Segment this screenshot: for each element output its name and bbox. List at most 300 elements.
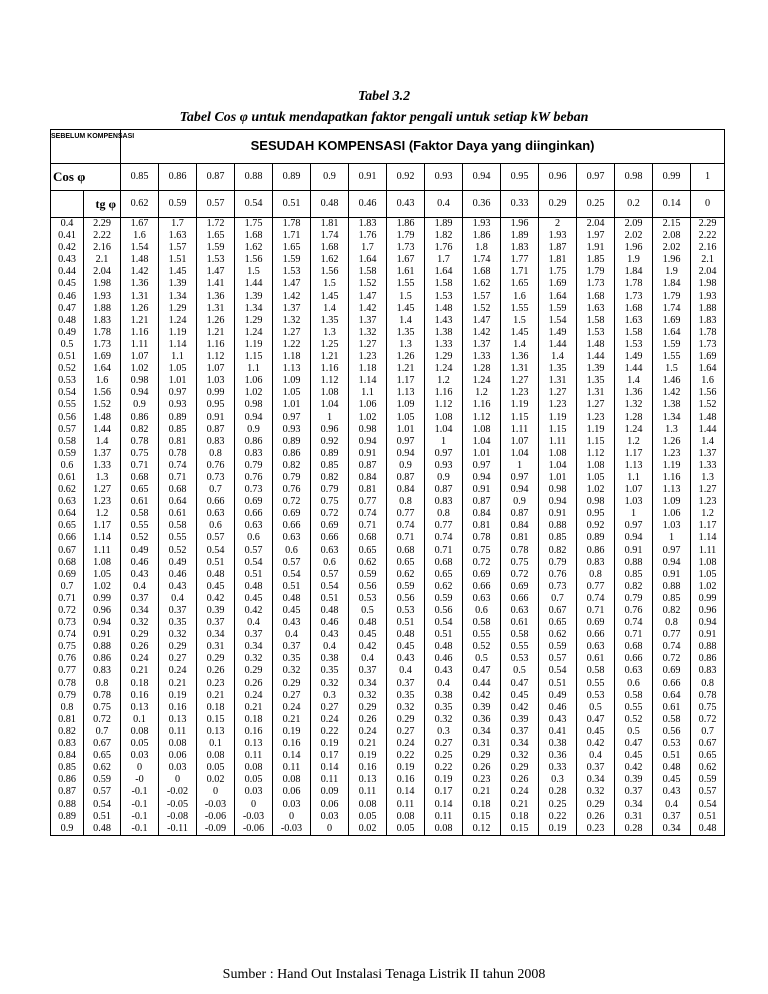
factor-value-cell: 1.07 xyxy=(510,435,529,447)
factor-value-cell: 0.14 xyxy=(434,798,453,810)
factor-value-cell: 0.78 xyxy=(130,435,149,447)
factor-value-cell: 0.21 xyxy=(510,798,529,810)
factor-value-cell: 1.36 xyxy=(206,290,225,302)
factor-value-cell: 0.89 xyxy=(168,411,187,423)
factor-value-cell: 1.42 xyxy=(662,387,681,399)
factor-value-cell: 0.57 xyxy=(548,653,567,665)
cos-value-cell: 0.59 xyxy=(58,447,76,459)
factor-value-cell: 0.17 xyxy=(320,750,339,762)
factor-value-cell: 1.86 xyxy=(396,218,415,229)
factor-value-cell: 0.98 xyxy=(130,375,149,387)
factor-value-cell: 0.39 xyxy=(206,605,225,616)
factor-value-cell: 0.74 xyxy=(396,520,415,532)
factor-value-cell: 1.56 xyxy=(244,254,263,266)
factor-value-cell: 1.04 xyxy=(472,435,491,447)
factor-value-cell: 0.24 xyxy=(168,665,187,677)
factor-value-cell: 0.98 xyxy=(548,484,567,496)
factor-value-cell: -0.06 xyxy=(242,822,265,834)
factor-value-cell: 0.58 xyxy=(130,508,149,520)
factor-value-cell: 1.5 xyxy=(247,266,260,278)
tg-value-cell: 1.37 xyxy=(93,447,111,459)
tg-value-cell: 1.27 xyxy=(93,484,111,496)
factor-value-cell: 0.66 xyxy=(624,653,643,665)
cos-value-cell: 0.86 xyxy=(58,774,76,786)
factor-value-cell: 0.23 xyxy=(586,822,605,834)
factor-value-cell: 0.4 xyxy=(247,617,260,629)
factor-value-cell: 0.94 xyxy=(130,387,149,399)
factor-value-cell: 0.48 xyxy=(434,641,453,653)
factor-value-cell: 0.96 xyxy=(698,605,717,616)
factor-value-cell: 0.87 xyxy=(358,459,377,471)
tg-value-cell: 1.6 xyxy=(95,375,109,387)
factor-value-cell: 0.66 xyxy=(586,629,605,641)
factor-value-cell: 1.27 xyxy=(698,484,717,496)
factor-value-cell: 0.85 xyxy=(320,459,339,471)
factor-value-cell: 0.55 xyxy=(510,641,529,653)
factor-value-cell: 1.33 xyxy=(472,351,491,363)
factor-value-cell: 0.5 xyxy=(589,701,602,713)
factor-value-cell: 0.83 xyxy=(698,665,717,677)
factor-value-cell: 0.94 xyxy=(396,447,415,459)
factor-value-cell: 0.21 xyxy=(472,786,491,798)
factor-value-cell: -0.08 xyxy=(166,810,189,822)
factor-value-cell: 0.77 xyxy=(586,580,605,592)
factor-value-cell: 1.43 xyxy=(434,314,453,326)
factor-value-cell: 0.61 xyxy=(130,496,149,508)
target-tg-header: 0.59 xyxy=(159,191,197,218)
factor-value-cell: 0.53 xyxy=(358,592,377,604)
factor-value-cell: 1.68 xyxy=(244,230,263,242)
factor-value-cell: 1.78 xyxy=(282,218,301,229)
factor-value-cell: 0.61 xyxy=(510,617,529,629)
factor-value-cell: 1.14 xyxy=(168,338,187,350)
factor-value-cell: 0.88 xyxy=(662,580,681,592)
factor-value-cell: 1.16 xyxy=(434,387,453,399)
factor-value-cell: 1.89 xyxy=(510,230,529,242)
target-cos-header: 0.87 xyxy=(197,164,235,191)
tg-value-cell: 2.16 xyxy=(93,242,111,254)
factor-value-cell: 0.81 xyxy=(510,532,529,544)
factor-value-cell: 1.39 xyxy=(168,278,187,290)
factor-value-cell: 0.51 xyxy=(282,580,301,592)
factor-value-cell: 0.56 xyxy=(358,580,377,592)
factor-value-cell: 1.3 xyxy=(399,338,412,350)
factor-value-cell: 0.63 xyxy=(244,520,263,532)
tg-value-cell: 1.48 xyxy=(93,411,111,423)
target-cos-header: 0.92 xyxy=(387,164,425,191)
factor-value-cell: 1.32 xyxy=(358,326,377,338)
factor-value-cell: 0.51 xyxy=(396,617,415,629)
factor-value-cell: 0.18 xyxy=(510,810,529,822)
factor-value-cell: 0.55 xyxy=(472,629,491,641)
factor-value-cell: 0.66 xyxy=(510,592,529,604)
cos-value-cell: 0.7 xyxy=(60,580,74,592)
factor-value-cell: -0.02 xyxy=(166,786,189,798)
factor-value-cell: 1.27 xyxy=(282,326,301,338)
cos-value-cell: 0.55 xyxy=(58,399,76,411)
factor-value-cell: 0.32 xyxy=(282,665,301,677)
factor-value-cell: 0.55 xyxy=(624,701,643,713)
factor-value-cell: 0.86 xyxy=(586,544,605,556)
factor-value-cell: 0.83 xyxy=(586,556,605,568)
factor-value-cell: 1.45 xyxy=(168,266,187,278)
factor-value-cell: 1.2 xyxy=(437,375,450,387)
factor-value-cell: 0.28 xyxy=(624,822,643,834)
factor-value-cell: 0.63 xyxy=(510,605,529,616)
tg-value-cell: 0.67 xyxy=(93,738,111,750)
factor-value-cell: 0.63 xyxy=(282,532,301,544)
factor-column xyxy=(577,218,615,836)
factor-value-cell: 1.78 xyxy=(698,326,717,338)
cos-value-cell: 0.68 xyxy=(58,556,76,568)
tg-value-cell: 1.17 xyxy=(93,520,111,532)
factor-value-cell: 0.89 xyxy=(320,447,339,459)
factor-value-cell: 0.76 xyxy=(548,568,567,580)
factor-value-cell: 0.29 xyxy=(244,665,263,677)
factor-value-cell: 1 xyxy=(440,435,447,447)
factor-value-cell: 0.31 xyxy=(624,810,643,822)
factor-value-cell: 1.16 xyxy=(206,338,225,350)
factor-value-cell: 2.04 xyxy=(586,218,605,229)
factor-value-cell: 0.24 xyxy=(358,725,377,737)
factor-value-cell: 0.22 xyxy=(396,750,415,762)
factor-value-cell: 0.4 xyxy=(285,629,298,641)
factor-value-cell: 0.75 xyxy=(320,496,339,508)
factor-value-cell: 2.15 xyxy=(662,218,681,229)
factor-value-cell: 0.65 xyxy=(130,484,149,496)
factor-value-cell: 1.2 xyxy=(475,387,488,399)
tg-value-cell: 1.33 xyxy=(93,459,111,471)
factor-value-cell: 0.15 xyxy=(472,810,491,822)
factor-value-cell: 1.81 xyxy=(548,254,567,266)
factor-value-cell: 0.16 xyxy=(396,774,415,786)
cos-value-cell: 0.83 xyxy=(58,738,76,750)
factor-value-cell: 1.08 xyxy=(434,411,453,423)
factor-value-cell: 1.53 xyxy=(624,338,643,350)
factor-value-cell: 1.01 xyxy=(282,399,301,411)
factor-value-cell: 1.65 xyxy=(282,242,301,254)
factor-value-cell: 0.37 xyxy=(130,592,149,604)
factor-value-cell: 0.06 xyxy=(168,750,187,762)
factor-value-cell: 0.47 xyxy=(510,677,529,689)
factor-column xyxy=(273,218,311,836)
factor-value-cell: 0.45 xyxy=(244,592,263,604)
tg-value-cell: 0.94 xyxy=(93,617,111,629)
factor-value-cell: 1.23 xyxy=(662,447,681,459)
factor-value-cell: 0.75 xyxy=(472,544,491,556)
factor-value-cell: 1.45 xyxy=(320,290,339,302)
factor-value-cell: 1.26 xyxy=(396,351,415,363)
factor-value-cell: 1.35 xyxy=(548,363,567,375)
tg-value-cell: 0.62 xyxy=(93,762,111,774)
factor-value-cell: 0.68 xyxy=(396,544,415,556)
factor-value-cell: 0.85 xyxy=(624,568,643,580)
factor-value-cell: 0 xyxy=(174,774,181,786)
factor-column xyxy=(539,218,577,836)
factor-value-cell: 0.9 xyxy=(437,471,450,483)
tg-value-cell: 0.72 xyxy=(93,713,111,725)
factor-value-cell: 1.67 xyxy=(130,218,149,229)
factor-value-cell: 0.29 xyxy=(206,653,225,665)
tg-value-cell: 1.73 xyxy=(93,338,111,350)
factor-value-cell: 1.23 xyxy=(586,411,605,423)
factor-value-cell: 1.7 xyxy=(361,242,374,254)
factor-value-cell: 0.37 xyxy=(358,665,377,677)
factor-value-cell: 1.21 xyxy=(206,326,225,338)
factor-value-cell: 1.48 xyxy=(698,411,717,423)
factor-value-cell: 1.85 xyxy=(586,254,605,266)
tg-value-cell: 1.93 xyxy=(93,290,111,302)
factor-value-cell: 0.45 xyxy=(510,689,529,701)
factor-value-cell: 0.79 xyxy=(320,484,339,496)
factor-value-cell: 1.17 xyxy=(624,447,643,459)
factor-value-cell: 0.37 xyxy=(662,810,681,822)
factor-value-cell: 1.24 xyxy=(624,423,643,435)
factor-value-cell: 1.38 xyxy=(434,326,453,338)
factor-value-cell: 1.63 xyxy=(168,230,187,242)
factor-value-cell: 0.68 xyxy=(434,556,453,568)
factor-value-cell: 1.81 xyxy=(320,218,339,229)
factor-value-cell: 0.65 xyxy=(698,750,717,762)
factor-value-cell: 2 xyxy=(554,218,561,229)
factor-value-cell: 1.02 xyxy=(698,580,717,592)
factor-value-cell: 0.16 xyxy=(168,701,187,713)
factor-value-cell: 0.59 xyxy=(358,568,377,580)
factor-value-cell: 1.76 xyxy=(358,230,377,242)
factor-value-cell: 0.47 xyxy=(624,738,643,750)
factor-value-cell: 0.78 xyxy=(168,447,187,459)
factor-value-cell: 1.84 xyxy=(662,278,681,290)
factor-value-cell: 1.35 xyxy=(586,375,605,387)
factor-value-cell: 1.89 xyxy=(434,218,453,229)
factor-value-cell: 1.62 xyxy=(320,254,339,266)
factor-value-cell: 0.13 xyxy=(358,774,377,786)
target-tg-header: 0.48 xyxy=(311,191,349,218)
factor-value-cell: 0.27 xyxy=(282,689,301,701)
factor-value-cell: 1.53 xyxy=(206,254,225,266)
tg-value-cell: 0.51 xyxy=(93,810,111,822)
factor-value-cell: 0.83 xyxy=(206,435,225,447)
factor-value-cell: 1.4 xyxy=(399,314,412,326)
factor-value-cell: 0.39 xyxy=(624,774,643,786)
factor-value-cell: 0.26 xyxy=(244,677,263,689)
cos-value-cell: 0.4 xyxy=(60,218,74,229)
factor-value-cell: 0.24 xyxy=(244,689,263,701)
factor-value-cell: 0.73 xyxy=(244,484,263,496)
factor-value-cell: 1.54 xyxy=(548,314,567,326)
factor-value-cell: 2.29 xyxy=(698,218,717,229)
factor-value-cell: -0.03 xyxy=(204,798,227,810)
factor-value-cell: 0.16 xyxy=(130,689,149,701)
factor-value-cell: 0.94 xyxy=(472,471,491,483)
factor-column xyxy=(653,218,691,836)
factor-value-cell: 0.11 xyxy=(168,725,187,737)
tg-value-cell: 0.88 xyxy=(93,641,111,653)
factor-value-cell: 0.13 xyxy=(244,738,263,750)
factor-value-cell: 0.48 xyxy=(282,592,301,604)
factor-value-cell: -0.09 xyxy=(204,822,227,834)
factor-value-cell: 0.54 xyxy=(434,617,453,629)
factor-value-cell: 0.91 xyxy=(206,411,225,423)
factor-value-cell: 1.39 xyxy=(244,290,263,302)
cos-value-cell: 0.71 xyxy=(58,592,76,604)
cos-value-cell: 0.87 xyxy=(58,786,76,798)
factor-value-cell: 0.69 xyxy=(472,568,491,580)
factor-value-cell: 0.43 xyxy=(168,580,187,592)
factor-value-cell: 1.59 xyxy=(206,242,225,254)
cos-value-cell: 0.64 xyxy=(58,508,76,520)
factor-value-cell: 0.47 xyxy=(472,665,491,677)
factor-value-cell: 0.58 xyxy=(168,520,187,532)
cos-value-cell: 0.85 xyxy=(58,762,76,774)
factor-value-cell: 0.74 xyxy=(168,459,187,471)
factor-value-cell: 1.01 xyxy=(548,471,567,483)
factor-value-cell: 1.93 xyxy=(698,290,717,302)
factor-value-cell: 1.09 xyxy=(662,496,681,508)
factor-value-cell: 0.32 xyxy=(434,713,453,725)
factor-value-cell: 1.01 xyxy=(472,447,491,459)
factor-value-cell: 0.19 xyxy=(434,774,453,786)
factor-value-cell: 0.34 xyxy=(244,641,263,653)
factor-value-cell: 1.12 xyxy=(586,447,605,459)
factor-value-cell: 0.42 xyxy=(206,592,225,604)
factor-value-cell: 0.37 xyxy=(396,677,415,689)
factor-value-cell: 1.9 xyxy=(627,254,640,266)
factor-value-cell: 0.71 xyxy=(168,471,187,483)
factor-value-cell: 0.4 xyxy=(361,653,374,665)
factor-value-cell: 0.45 xyxy=(624,750,643,762)
factor-value-cell: 1.73 xyxy=(624,290,643,302)
factor-value-cell: 1.61 xyxy=(396,266,415,278)
factor-value-cell: 0.51 xyxy=(244,568,263,580)
factor-value-cell: 0.62 xyxy=(548,629,567,641)
factor-value-cell: 0.94 xyxy=(662,556,681,568)
tg-value-cell: 1.52 xyxy=(93,399,111,411)
factor-value-cell: 0.08 xyxy=(282,774,301,786)
factor-value-cell: 0.27 xyxy=(396,725,415,737)
factor-value-cell: 0.34 xyxy=(130,605,149,616)
factor-value-cell: 1.42 xyxy=(130,266,149,278)
factor-value-cell: 0.11 xyxy=(282,762,301,774)
factor-value-cell: 0.49 xyxy=(130,544,149,556)
factor-value-cell: 0.97 xyxy=(282,411,301,423)
factor-value-cell: 1.4 xyxy=(627,375,640,387)
factor-value-cell: 0.65 xyxy=(434,568,453,580)
factor-value-cell: 0.37 xyxy=(282,641,301,653)
factor-value-cell: 0.21 xyxy=(206,689,225,701)
factor-value-cell: 1.42 xyxy=(472,326,491,338)
factor-value-cell: 0.97 xyxy=(168,387,187,399)
tg-value-cell: 2.1 xyxy=(95,254,109,266)
factor-value-cell: 0.35 xyxy=(396,689,415,701)
factor-value-cell: 1.12 xyxy=(434,399,453,411)
factor-value-cell: 0.63 xyxy=(206,508,225,520)
factor-value-cell: -0.1 xyxy=(131,822,148,834)
factor-value-cell: 0.26 xyxy=(586,810,605,822)
factor-value-cell: 1.23 xyxy=(698,496,717,508)
factor-value-cell: 0.48 xyxy=(662,762,681,774)
factor-value-cell: 0.03 xyxy=(168,762,187,774)
factor-value-cell: 0.73 xyxy=(548,580,567,592)
target-cos-header: 0.98 xyxy=(615,164,653,191)
factor-value-cell: 0.72 xyxy=(698,713,717,725)
factor-value-cell: 0.21 xyxy=(282,713,301,725)
factor-value-cell: 0.99 xyxy=(206,387,225,399)
factor-value-cell: 0.21 xyxy=(244,701,263,713)
factor-value-cell: 0 xyxy=(288,810,295,822)
factor-value-cell: 1.9 xyxy=(665,266,678,278)
factor-value-cell: 0.74 xyxy=(358,508,377,520)
factor-value-cell: 1.72 xyxy=(206,218,225,229)
factor-value-cell: 0.06 xyxy=(320,798,339,810)
target-cos-header: 0.89 xyxy=(273,164,311,191)
factor-value-cell: 0.61 xyxy=(168,508,187,520)
factor-value-cell: 1.44 xyxy=(698,423,717,435)
factor-value-cell: 1.73 xyxy=(396,242,415,254)
factor-value-cell: 0.66 xyxy=(206,496,225,508)
factor-value-cell: 0.29 xyxy=(168,641,187,653)
factor-value-cell: 0.02 xyxy=(358,822,377,834)
factor-value-cell: 1.19 xyxy=(168,326,187,338)
factor-value-cell: 1.44 xyxy=(244,278,263,290)
factor-value-cell: 1.27 xyxy=(586,399,605,411)
factor-value-cell: 1.48 xyxy=(130,254,149,266)
factor-value-cell: 0.52 xyxy=(168,544,187,556)
factor-value-cell: 0.92 xyxy=(320,435,339,447)
factor-value-cell: 0.97 xyxy=(472,459,491,471)
tg-value-cell: 1.69 xyxy=(93,351,111,363)
target-tg-header: 0.25 xyxy=(577,191,615,218)
factor-value-cell: 1.71 xyxy=(282,230,301,242)
target-tg-header: 0.46 xyxy=(349,191,387,218)
factor-value-cell: 0.62 xyxy=(358,556,377,568)
factor-value-cell: 0.22 xyxy=(548,810,567,822)
factor-column xyxy=(311,218,349,836)
tg-value-cell: 1.23 xyxy=(93,496,111,508)
factor-value-cell: 0.71 xyxy=(396,532,415,544)
factor-value-cell: 1.97 xyxy=(586,230,605,242)
factor-value-cell: 0.71 xyxy=(434,544,453,556)
factor-value-cell: 1.53 xyxy=(434,290,453,302)
factor-value-cell: 1.69 xyxy=(548,278,567,290)
factor-value-cell: 0.34 xyxy=(662,822,681,834)
factor-value-cell: 0.8 xyxy=(437,508,450,520)
factor-value-cell: 0.45 xyxy=(396,641,415,653)
factor-value-cell: 1.29 xyxy=(434,351,453,363)
factor-value-cell: 0.7 xyxy=(701,725,714,737)
factor-value-cell: 1.68 xyxy=(586,290,605,302)
factor-value-cell: 1.1 xyxy=(361,387,374,399)
factor-value-cell: 1.36 xyxy=(510,351,529,363)
factor-value-cell: 0.71 xyxy=(358,520,377,532)
factor-value-cell: 0.98 xyxy=(244,399,263,411)
factor-value-cell: 0.1 xyxy=(133,713,146,725)
factor-value-cell: 1.13 xyxy=(282,363,301,375)
factor-value-cell: 1.42 xyxy=(282,290,301,302)
factor-value-cell: 1.96 xyxy=(624,242,643,254)
factor-value-cell: 0.65 xyxy=(396,556,415,568)
factor-value-cell: 0.87 xyxy=(396,471,415,483)
factor-value-cell: 1.63 xyxy=(624,314,643,326)
factor-value-cell: 0.57 xyxy=(698,786,717,798)
factor-value-cell: 0.34 xyxy=(472,725,491,737)
factor-value-cell: 1.6 xyxy=(701,375,714,387)
factor-value-cell: -0.03 xyxy=(280,822,303,834)
factor-value-cell: 0.58 xyxy=(510,629,529,641)
target-cos-header: 0.93 xyxy=(425,164,463,191)
tg-value-cell: 0.48 xyxy=(93,822,111,834)
factor-value-cell: 0.77 xyxy=(434,520,453,532)
